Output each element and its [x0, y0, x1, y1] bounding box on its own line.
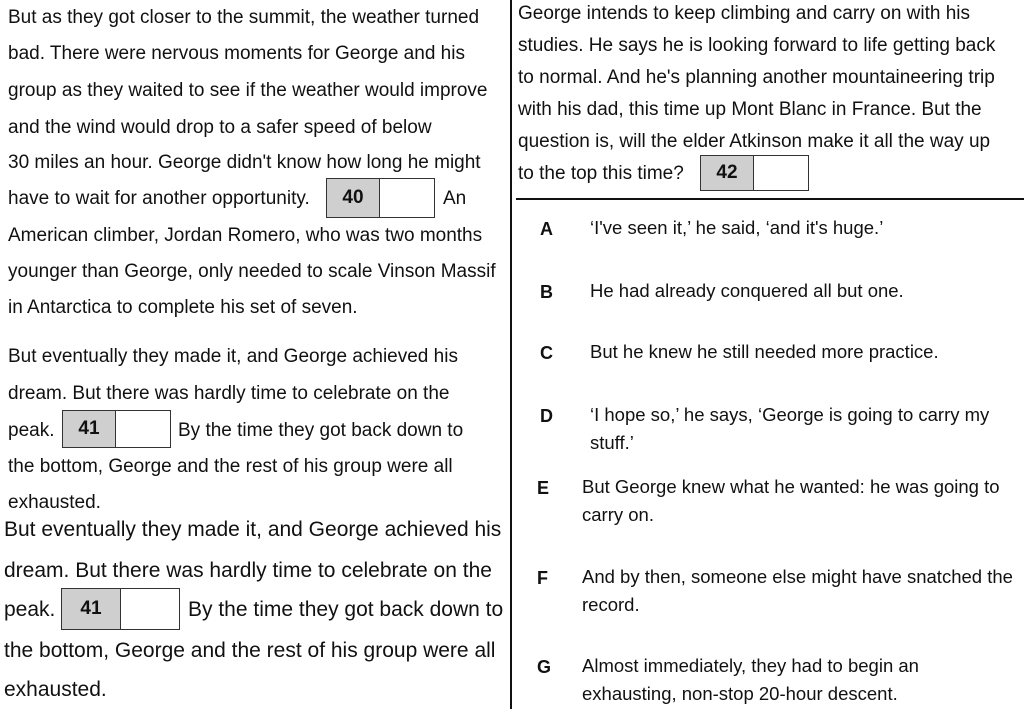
text-line: have to wait for another opportunity.: [8, 188, 310, 209]
text-line: By the time they got back down to: [188, 598, 504, 621]
text-line: the bottom, George and the rest of his group were all: [4, 639, 496, 662]
text-line: in Antarctica to complete his set of seven.: [8, 297, 358, 318]
text-line: and the wind would drop to a safer speed of below: [8, 117, 432, 138]
text-line: exhausted.: [4, 678, 107, 701]
text-line: exhausted.: [8, 492, 101, 513]
text-line: peak.: [8, 420, 55, 441]
option-letter: G: [537, 657, 552, 677]
text-line: An: [443, 188, 467, 209]
option-letter: F: [537, 568, 548, 588]
text-line: question is, will the elder Atkinson make it all the way up: [518, 131, 991, 152]
option-letter: B: [540, 282, 553, 302]
answer-gap-42[interactable]: [700, 155, 809, 191]
text-line: to the top this time?: [518, 163, 684, 184]
option-c-text[interactable]: But he knew he still needed more practice.: [590, 341, 939, 362]
answer-gap-40[interactable]: [326, 178, 435, 218]
text-line: group as they waited to see if the weather would improve: [8, 80, 488, 101]
text-line: dream. But there was hardly time to celebrate on the: [4, 559, 492, 582]
text-line: dream. But there was hardly time to celebrate on the: [8, 383, 450, 404]
answer-blank[interactable]: [380, 179, 434, 217]
text-line: But as they got closer to the summit, the weather turned: [8, 7, 480, 28]
answer-gap-41[interactable]: [62, 410, 171, 448]
text-line: the bottom, George and the rest of his group were all: [8, 456, 453, 477]
text-line: bad. There were nervous moments for George and his: [8, 43, 465, 64]
text-line: American climber, Jordan Romero, who was two months: [8, 225, 483, 246]
answer-blank[interactable]: [121, 589, 179, 629]
option-letter: D: [540, 406, 553, 426]
text-line: By the time they got back down to: [178, 420, 464, 441]
text-line: younger than George, only needed to scale Vinson Massif: [8, 261, 496, 282]
option-d-text[interactable]: ‘I hope so,’ he says, ‘George is going to carry my stuff.’: [590, 404, 990, 453]
text-line: George intends to keep climbing and carry on with his: [518, 3, 971, 24]
gap-number: 40: [327, 179, 380, 217]
text-line: to normal. And he's planning another mountaineering trip: [518, 67, 995, 88]
option-a-text[interactable]: ‘I've seen it,’ he said, ‘and it's huge.’: [590, 217, 884, 238]
option-g-text[interactable]: Almost immediately, they had to begin an exhausting, non-stop 20-hour descent.: [582, 655, 919, 704]
option-letter: C: [540, 343, 553, 363]
option-f-text[interactable]: And by then, someone else might have snatched the record.: [582, 566, 1013, 615]
answer-gap-41-duplicate[interactable]: [61, 588, 180, 630]
answer-blank[interactable]: [754, 156, 808, 190]
option-e-text[interactable]: But George knew what he wanted: he was going to carry on.: [582, 476, 1000, 525]
option-b-text[interactable]: He had already conquered all but one.: [590, 280, 904, 301]
answer-blank[interactable]: [116, 411, 170, 447]
text-line: studies. He says he is looking forward to life getting back: [518, 35, 996, 56]
text-line: But eventually they made it, and George achieved his: [8, 346, 458, 367]
column-divider: [510, 0, 512, 709]
text-line: peak.: [4, 598, 56, 621]
section-divider: [516, 198, 1024, 200]
text-line: 30 miles an hour. George didn't know how long he might: [8, 152, 481, 173]
gap-number: 41: [62, 589, 121, 629]
gap-number: 41: [63, 411, 116, 447]
option-letter: E: [537, 478, 550, 498]
text-line: But eventually they made it, and George achieved his: [4, 518, 502, 541]
gap-number: 42: [701, 156, 754, 190]
text-line: with his dad, this time up Mont Blanc in France. But the: [518, 99, 982, 120]
option-letter: A: [540, 219, 553, 239]
